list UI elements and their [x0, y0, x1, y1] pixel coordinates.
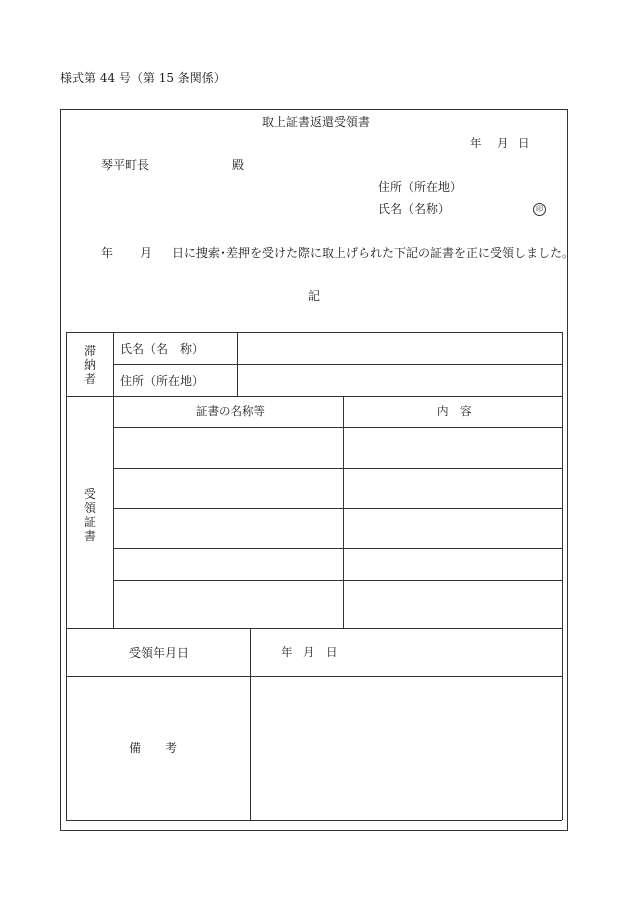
form-title: 取上証書返還受領書	[262, 115, 371, 129]
certificate-row-line	[113, 580, 562, 581]
taxpayer-section-label: 滞 納 者	[83, 344, 96, 386]
certificate-header-bottom	[113, 427, 562, 428]
table-left-border	[66, 332, 67, 820]
taxpayer-name-label: 氏名（名 称）	[120, 342, 205, 356]
table-bottom-border	[66, 820, 562, 821]
receipt-date-year: 年	[281, 645, 293, 659]
statement-year: 年	[101, 246, 114, 260]
receipt-date-month: 月	[303, 645, 315, 659]
addressee-honorific: 殿	[232, 158, 245, 172]
addressee-name: 琴平町長	[101, 158, 150, 172]
statement-month: 月	[140, 246, 153, 260]
certificate-row-line	[113, 548, 562, 549]
form-number: 様式第 44 号（第 15 条関係）	[60, 71, 226, 85]
certificate-column-divider	[343, 396, 344, 628]
taxpayer-address-field[interactable]	[238, 365, 561, 395]
taxpayer-address-label: 住所（所在地）	[120, 374, 205, 388]
receipt-date-day: 日	[326, 645, 338, 659]
taxpayer-section-bottom	[66, 396, 562, 397]
remarks-field[interactable]	[251, 677, 561, 819]
receipt-date-field[interactable]	[251, 629, 561, 675]
date-month-label: 月	[497, 136, 509, 150]
seal-icon: 印	[533, 203, 546, 216]
certificate-row-line	[113, 468, 562, 469]
applicant-address-label: 住所（所在地）	[378, 180, 463, 194]
certificate-row-line	[113, 508, 562, 509]
date-day-label: 日	[518, 136, 530, 150]
statement-text: 日に捜索･差押を受けた際に取上げられた下記の証書を正に受領しました。	[172, 246, 575, 260]
applicant-name-label: 氏名（名称）	[378, 202, 451, 216]
certificates-section-label: 受 領 証 書	[83, 487, 96, 543]
receipt-date-label: 受領年月日	[129, 646, 190, 660]
remarks-label: 備 考	[129, 741, 178, 755]
table-right-border	[562, 332, 563, 820]
taxpayer-label-divider	[113, 332, 114, 628]
ki-heading: 記	[308, 289, 321, 303]
taxpayer-name-field[interactable]	[238, 333, 561, 363]
certificate-name-header: 証書の名称等	[196, 404, 265, 418]
date-year-label: 年	[470, 136, 482, 150]
certificate-content-header: 内 容	[437, 404, 472, 418]
